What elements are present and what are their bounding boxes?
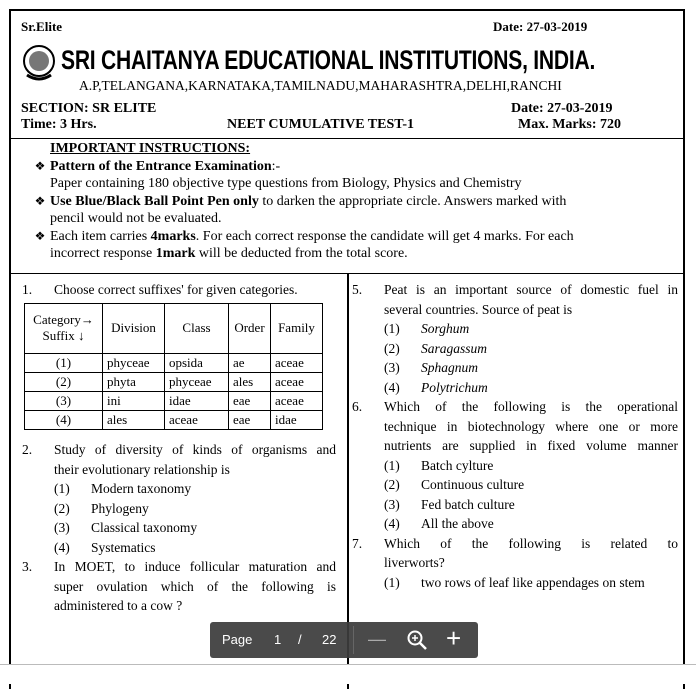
table-header-cell: Division	[103, 303, 165, 353]
table-header-cell: Class	[165, 303, 229, 353]
table-header-cell: Order	[229, 303, 271, 353]
institution-logo-icon	[21, 43, 57, 83]
table-cell: eae	[229, 410, 271, 429]
question-5	[352, 280, 678, 592]
table-header-cell: Family	[271, 303, 323, 353]
option-number: (2)	[384, 340, 400, 356]
option-number: (2)	[384, 477, 400, 492]
option-text: Batch cylture	[421, 457, 494, 473]
table-row	[25, 391, 323, 410]
time-label: Time: 3 Hrs.	[21, 117, 97, 132]
test-name: NEET CUMULATIVE TEST-1	[227, 117, 414, 132]
table-cell: aceae	[271, 353, 323, 372]
max-marks: Max. Marks: 720	[518, 117, 622, 132]
table-header-cell: Category→ Suffix ↓	[25, 303, 103, 353]
zoom-fit-icon[interactable]	[406, 629, 428, 651]
table-cell: opsida	[165, 353, 229, 372]
option	[22, 518, 336, 538]
question-number: 2.	[22, 442, 33, 457]
question-number: 5.	[352, 282, 363, 297]
viewer-bottom-edge	[0, 664, 696, 684]
question-text: their evolutionary relationship is	[54, 461, 230, 477]
table-cell: aceae	[165, 410, 229, 429]
question-number: 6.	[352, 399, 363, 414]
table-header-row	[25, 303, 323, 353]
question-text: several countries. Source of peat is	[384, 301, 573, 317]
diamond-bullet-icon: ❖	[34, 228, 46, 243]
option-text: Systematics	[91, 539, 156, 555]
option-text: Sphagnum	[421, 360, 478, 375]
option	[352, 456, 678, 476]
option-text: Classical taxonomy	[91, 520, 198, 535]
pen-text: to darken the appropriate circle. Answers marked with	[258, 193, 567, 209]
header-left-label: Sr.Elite	[21, 19, 63, 34]
pattern-title: Pattern of the Entrance Examination	[50, 158, 272, 174]
option-text: Modern taxonomy	[91, 481, 192, 496]
table-row	[25, 353, 323, 372]
states-list: A.P,TELANGANA,KARNATAKA,TAMILNADU,MAHARASHTRA,DELHI,RANCHI	[79, 78, 562, 93]
option	[352, 378, 678, 398]
section-label: SECTION: SR ELITE	[21, 101, 157, 116]
pattern-text: Paper containing 180 objective type questions from Biology, Physics and Chemistry	[50, 176, 522, 191]
question-number: 1.	[22, 282, 33, 297]
option-text: Continuous culture	[421, 477, 525, 492]
question-number: 3.	[22, 559, 33, 574]
zoom-out-button[interactable]: —	[368, 629, 386, 649]
question-number: 7.	[352, 535, 363, 551]
question-text: liverworts?	[384, 555, 445, 570]
option-text: Sorghum	[421, 321, 470, 336]
option-number: (2)	[54, 500, 70, 516]
table-cell: phyta	[103, 372, 165, 391]
page-separator: /	[298, 632, 302, 647]
option	[22, 538, 336, 558]
option	[352, 358, 678, 378]
table-cell: ae	[229, 353, 271, 372]
pen-bold: Use Blue/Black Ball Point Pen only	[50, 193, 259, 209]
diamond-bullet-icon: ❖	[34, 193, 46, 208]
marks-text: Each item carries	[50, 228, 151, 244]
question-text: administered to a cow ?	[54, 598, 183, 613]
table-cell: phyceae	[165, 372, 229, 391]
table-cell: idae	[165, 391, 229, 410]
option	[352, 514, 678, 534]
option-text: Polytrichum	[421, 379, 488, 395]
table-cell: (3)	[25, 391, 103, 410]
option	[352, 339, 678, 359]
table-row	[25, 372, 323, 391]
suffix-table	[24, 303, 323, 430]
table-cell: idae	[271, 410, 323, 429]
option-text: two rows of leaf like appendages on stem	[421, 574, 645, 590]
option-number: (4)	[384, 516, 400, 531]
option-text: Fed batch culture	[421, 496, 515, 512]
question-text: Which of the following is related to	[384, 535, 678, 551]
page-label: Page	[222, 632, 253, 647]
question-text: technique in biotechnology where one or more	[384, 418, 678, 434]
table-cell: (1)	[25, 353, 103, 372]
option-text: Saragassum	[421, 340, 488, 356]
question-text: nutrients are supplied in fixed volume manner	[384, 438, 678, 453]
option	[352, 319, 678, 339]
header-date-top: Date: 27-03-2019	[493, 19, 588, 34]
table-cell: ales	[229, 372, 271, 391]
option-number: (3)	[384, 360, 400, 375]
option-number: (1)	[384, 321, 400, 336]
marks-text-4: will be deducted from the total score.	[195, 246, 408, 261]
table-row	[25, 410, 323, 429]
date-label: Date: 27-03-2019	[511, 101, 613, 116]
pen-text-2: pencil would not be evaluated.	[50, 211, 222, 226]
option	[22, 499, 336, 519]
pdf-viewer-toolbar	[210, 622, 478, 658]
option-number: (3)	[54, 520, 70, 535]
option-number: (4)	[54, 539, 70, 555]
option-number: (4)	[384, 379, 400, 395]
table-cell: aceae	[271, 391, 323, 410]
marks-bold: 4marks	[150, 228, 196, 244]
institution-name: SRI CHAITANYA EDUCATIONAL INSTITUTIONS, INDIA.	[61, 45, 596, 75]
marks-bold-2: 1mark	[155, 246, 196, 261]
instructions-heading: IMPORTANT INSTRUCTIONS:	[50, 141, 251, 156]
option-number: (1)	[384, 574, 400, 590]
option	[22, 479, 336, 499]
option-text: All the above	[421, 516, 494, 531]
question-text: Which of the following is the operational	[384, 399, 678, 414]
option	[352, 573, 678, 593]
option-number: (1)	[54, 481, 70, 496]
option	[352, 495, 678, 515]
question-2	[22, 440, 336, 616]
zoom-in-button[interactable]: +	[446, 623, 462, 653]
option-number: (3)	[384, 496, 400, 512]
option	[352, 475, 678, 495]
table-cell: (2)	[25, 372, 103, 391]
table-cell: ini	[103, 391, 165, 410]
option-text: Phylogeny	[91, 500, 149, 516]
current-page-input[interactable]: 1	[274, 632, 282, 647]
question-text: super ovulation which of the following is	[54, 578, 336, 594]
question-text: In MOET, to induce follicular maturation and	[54, 559, 336, 574]
question-1	[22, 280, 336, 430]
diamond-bullet-icon: ❖	[34, 158, 46, 173]
pattern-colon: :-	[271, 158, 281, 174]
table-cell: ales	[103, 410, 165, 429]
marks-text-2: . For each correct response the candidate will get 4 marks. For each	[195, 228, 574, 244]
table-cell: aceae	[271, 372, 323, 391]
marks-text-3: incorrect response	[50, 246, 156, 261]
instructions	[18, 140, 678, 263]
question-text: Choose correct suffixes' for given categories.	[54, 282, 298, 297]
question-text: Study of diversity of kinds of organisms and	[54, 442, 336, 457]
total-pages: 22	[322, 632, 337, 647]
table-cell: phyceae	[103, 353, 165, 372]
table-cell: eae	[229, 391, 271, 410]
option-number: (1)	[384, 457, 400, 473]
table-cell: (4)	[25, 410, 103, 429]
question-text: Peat is an important source of domestic fuel in	[384, 282, 678, 297]
